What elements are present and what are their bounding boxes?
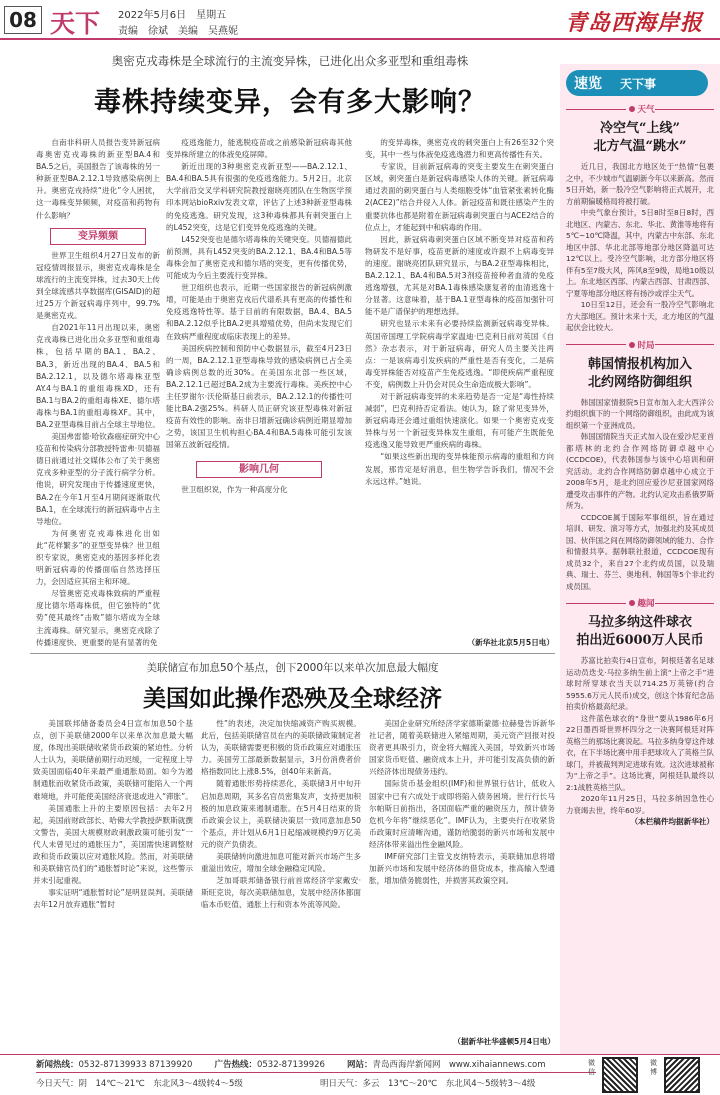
sidebar-headline: 冷空气“上线” 北方气温“跳水” [593, 121, 687, 154]
footer-contact-label: 新闻热线： [36, 1060, 79, 1070]
article-divider [30, 653, 555, 654]
category-rule [566, 603, 626, 604]
article1-col3-body [365, 137, 554, 488]
paragraph: 性”的表述，决定加快缩减资产购买规模。此后，包括美联储官员在内的美联储政策制定者认为，美联储需要更积极的货币政策应对通胀压力。美国劳工部最新数据显示，3月份消费者价格指数同比上涨8.5%，创40年来新高。 [201, 719, 361, 777]
footer-contact-value: 0532-87139933 87139920 [78, 1060, 193, 1070]
paragraph: 自南非科研人员报告变异新冠病毒奥密克戎毒株的新亚型BA.4和BA.5之后，美国报告了该毒株的另一种新亚型BA.2.12.1导致感染病例上升。奥密克戎持续“进化”令人困扰，这一毒株变异频频，对疫苗和药物有什么影响？ [36, 138, 160, 220]
category-rule [655, 344, 715, 345]
paragraph: 世卫组织也表示，近期一些国家报告的新冠病例激增，可能是由于奥密克戎后代谱系具有更高的传播性和免疫逃逸特性等。基于目前的有限数据，BA.4、BA.5和BA.2.12似乎比BA.2更具增殖优势，但尚未发现它们在致病严重程度或临床表现上的差异。 [166, 283, 352, 341]
paragraph: 国际货币基金组织(IMF)和世界银行估计，低收入国家中已有六成处于或即将陷入债务困境。世行行长马尔帕斯日前指出，各国面临严重的融资压力，预计债务危机今年将“继续恶化”。IMF认为，主要央行在收紧货币政策时应清晰沟通，谨防给脆弱的新兴市场和发展中经济体带来溢出性金融风险。 [369, 779, 555, 849]
sidebar-source: （本栏稿件均据新华社） [630, 817, 714, 826]
sidebar-title-main: 速览 [574, 76, 602, 92]
editor-credits: 责编 徐斌 美编 吴燕妮 [118, 26, 238, 37]
sidebar-paragraph: 苏富比拍卖行4日宣布，阿根廷著名足球运动员迭戈·马拉多纳生前上演“上帝之手”进球时所穿球衣当天以714.25万英镑(约合5955.6万元人民币)成交，创这个体育纪念品拍卖价格最高纪录。 [566, 656, 714, 711]
page-number: 08 [4, 6, 42, 34]
category-rule [655, 603, 715, 604]
page-header [0, 0, 720, 40]
sidebar-headline: 马拉多纳这件球衣 拍出近6000万人民币 [576, 615, 704, 648]
paragraph: 随着通胀形势持续恶化，美联储3月中旬开启加息周期，其多名官员密集发声，支持更加积极的加息政策来遏制通胀。在5月4日结束的货币政策会议上，美联储决策层一致同意加息50个基点，并计划从6月1日起缩减规模约9万亿美元的资产负债表。 [201, 779, 361, 849]
paragraph: 世卫组织说，作为一种高度分化 [181, 485, 288, 495]
sidebar-paragraph: 韩国国情院当天正式加入设在爱沙尼亚首都塔林的北约合作网络防御卓越中心(CCDCOE)，代表韩国参与该中心培训和研究活动。北约合作网络防御卓越中心成立于2008年5月，是北约回应爱沙尼亚国家网络遭受攻击事件的产物。北约认定攻击系俄罗斯所为。 [566, 432, 714, 510]
article1-col2 [166, 137, 352, 649]
bullet-icon [629, 342, 635, 348]
footer-contact [36, 1058, 192, 1070]
footer-contact-label: 广告热线： [214, 1060, 257, 1070]
footer-contact-label: 网站： [346, 1060, 373, 1070]
article2-source: （据新华社华盛顿5月4日电） [453, 1037, 555, 1046]
paragraph: 尽管奥密克戎毒株致病的严重程度比德尔塔毒株低，但它独特的“优势”使其最终“击败”德尔塔成为全球主流毒株。研究显示，奥密克戎除了传播速度快、更重要的是有显著的免 [36, 589, 160, 647]
category-label: 时局 [637, 340, 655, 351]
paragraph: 美国企业研究所经济学家德斯蒙德·拉赫曼告诉新华社记者，随着美联储进入紧缩周期，美元资产回报对投资者更具吸引力，资金将大幅流入美国，导致新兴市场国家货币贬值、融资成本上升，并可能引发高负债的新兴经济体出现债务违约。 [369, 719, 555, 777]
sidebar-news-item [566, 102, 714, 334]
article2-col1 [33, 718, 193, 1048]
footer-contact [214, 1058, 324, 1070]
article2-headline: 美国如此操作恐殃及全球经济 [143, 685, 442, 712]
today-weather: 今日天气：阴 14℃～21℃ 东北风3～4级转4～5级 [36, 1079, 243, 1089]
article1-kicker: 奥密克戎毒株是全球流行的主流变异株，已进化出众多亚型和重组毒株 [111, 54, 469, 68]
article1-col2-body [166, 137, 352, 451]
article2-kicker: 美联储宣布加息50个基点，创下2000年以来单次加息最大幅度 [146, 662, 439, 674]
paragraph: 美联储转向激进加息可能对新兴市场产生多重溢出效应，增加全球金融稳定风险。 [201, 852, 361, 874]
footer-contact-value: 青岛西海岸新闻网 www.xihaiannews.com [372, 1060, 546, 1070]
sidebar-paragraph: 韩国国家情报院5日宣布加入北大西洋公约组织旗下的一个网络防御组织，由此成为该组织第一个亚洲成员。 [566, 397, 714, 430]
weibo-label: 微博 [650, 1059, 657, 1076]
paragraph: 因此，新冠病毒刺突蛋白区域不断变异对疫苗和药物研发不是好事，疫苗更新的速度或许跟不上病毒变异的速度。谢晓亮团队研究显示，与BA.2亚型毒株相比，BA.2.12.1、BA.4和BA.5对3剂疫苗接种者血清的免疫逃逸增强，尤其是对BA.1毒株感染康复者的血清逃逸十分显著。这意味着，基于BA.1亚型毒株的疫苗加强针可能不是广谱保护的理想选择。 [365, 234, 554, 317]
paragraph: 世界卫生组织4月27日发布的新冠疫情周报显示，奥密克戎毒株是全球流行的主流变异株，过去30天上传到全球流感共享数据库(GISAID)的超过25万个新冠病毒序列中，99.7%是奥密克戎。 [36, 250, 160, 321]
sidebar-paragraph: 2020年11月25日，马拉多纳因急性心力衰竭去世，终年60岁。 [566, 794, 714, 815]
paragraph: 新近出现的3种奥密克戎新亚型——BA.2.12.1、BA.4和BA.5具有很强的免疫逃逸能力。5月2日，北京大学前沿交叉学科研究院教授谢晓亮团队在生物医学预印本网站bioRxiv发表文章，评估了上述3种新亚型毒株的免疫逃逸。研究发现，这3种毒株都具有刺突蛋白上的L452突变，这是它们变异免疫逃逸的关键。 [166, 162, 352, 232]
sidebar-news-item [566, 338, 714, 593]
category-rule [655, 109, 715, 110]
sidebar-paragraph: 近几日，我国北方地区处于“热情”包裹之中，不少城市气温刷新今年以来新高。然而5日开始，新一股冷空气影响将正式展开，北方前期偏暖格局将被打破。 [566, 162, 714, 206]
article1-col2-tail [166, 484, 352, 496]
sidebar-paragraph: CCDCOE属于国际军事组织，旨在通过培训、研发、演习等方式，加强北约及其成员国、伙伴国之间在网络防御领域的能力、合作和情报共享。据韩联社报道，CCDCOE现有成员32个，来自27个北约成员国，以及瑞典、瑞士、芬兰、奥地利、韩国等5个非北约成员国。 [566, 512, 714, 591]
sidebar-category [566, 338, 714, 352]
category-label: 趣闻 [637, 599, 655, 609]
paragraph: 事实证明“通胀暂时论”是明显误判。美联储去年12月放弃通胀“暂时 [33, 888, 193, 910]
category-rule [566, 109, 626, 110]
article2-col2 [201, 718, 361, 1048]
category-rule [566, 344, 626, 345]
article1-col3 [365, 137, 554, 637]
paragraph: 芝加哥联邦储备银行前首席经济学家戴安·斯旺克说，每次美联储加息，发展中经济体都面临本币贬值、通胀上行和资本外流等风险。 [201, 876, 361, 910]
sidebar-paragraph: 中央气象台预计，5日8时至8日8时，西北地区、内蒙古、东北、华北、黄淮等地将有5℃~10℃降温，其中，内蒙古中东部、东北地区中部、华北北部等地部分地区降温可达12℃以上。受冷空气影响，北方部分地区将伴有5至7级大风，阵风8至9级，局地10级以上。东北地区西部、内蒙古西部、甘肃西部、宁夏等地部分地区将有扬沙或浮尘天气。 [566, 208, 714, 298]
paragraph: 自2021年11月出现以来，奥密克戎毒株已进化出众多亚型和重组毒株，包括早期的BA.1、BA.2、BA.3，新近出现的BA.4、BA.5和BA.2.12.1，以及德尔塔毒株亚型AY.4与BA.1的重组毒株XD，还有BA.1与BA.2的重组毒株XE、德尔塔毒株与BA.1的重组毒株XF。其中，BA.2亚型毒株目前占全球主导地位。 [36, 323, 160, 429]
section-head-variation: 变异频频 [50, 228, 146, 245]
article1-col1-body [36, 250, 160, 649]
wechat-qr-code [602, 1057, 638, 1093]
paragraph: 美国疾病控制和预防中心数据显示，截至4月23日的一周，BA.2.12.1亚型毒株导致的感染病例已占全美确诊病例总数的近30%。在美国东北部一些区域，BA.2.12.1已超过BA.2成为主要流行毒株。美疾控中心主任罗谢尔·沃伦斯基日前表示，BA.2.12.1的传播性可能比BA.2强25%。科研人员正研究该亚型毒株对新冠疫苗有效性的影响。南非日增新冠确诊病例近期显增加之势，该国卫生机构担心BA.4和BA.5毒株可能引发该国第五波新冠疫情。 [166, 343, 352, 450]
footer-rule [36, 1072, 596, 1073]
sidebar-paragraph: 这件蓝色球衣的“身世”要从1986年6月22日墨西哥世界杯四分之一决赛阿根廷对阵英格兰的那场比赛说起。马拉多纳身穿这件球衣，在下半场比赛中用手把球攻入了英格兰队球门，并被裁判判定进球有效。这次进球被称为“上帝之手”。这场比赛，阿根廷队最终以2:1战胜英格兰队。 [566, 713, 714, 792]
paragraph: 为何奥密克戎毒株进化出如此“花样繁多”的亚型变异株？世卫组织专家说，奥密克戎的基因多样化表明新冠病毒的传播面临自然选择压力，会因适应其宿主和环境。 [36, 528, 160, 587]
category-label: 天气 [637, 105, 655, 115]
article1-col1 [36, 137, 160, 649]
sidebar-news-item [566, 596, 714, 827]
sidebar-headline: 韩国情报机构加入 北约网络防御组织 [587, 356, 692, 390]
paragraph: “如果这些新出现的变异株能预示病毒的重组和方向发展，那肯定是好消息，但生物学告诉我们，情况不会永远这样。”她说。 [365, 452, 554, 486]
paragraph: 的变异毒株，奥密克戎的刺突蛋白上有26至32个突变，其中一些与体液免疫逃逸潜力和更高传播性有关。 [365, 138, 554, 160]
section-name: 天下 [50, 9, 101, 38]
footer-contacts [36, 1058, 596, 1070]
sidebar-category [566, 596, 714, 610]
section-head-impact: 影响几何 [196, 461, 322, 478]
bullet-icon [629, 600, 635, 606]
paragraph: L452突变也是德尔塔毒株的关键突变。贝德福德此前预测，具有L452突变的BA.2.12.1、BA.4和BA.5等毒株会加了奥密克戎和德尔塔的突变，更有传播优势，可能成为今后主要流行变异株。 [166, 234, 352, 281]
weibo-qr-code [664, 1057, 700, 1093]
issue-date: 2022年5月6日 星期五 [118, 10, 227, 21]
wechat-label: 微信 [588, 1059, 595, 1076]
sidebar-title-sub: 天下事 [620, 77, 657, 91]
footer-contact [347, 1058, 546, 1070]
paragraph: 研究也显示未来有必要持续监测新冠病毒变异株。英国帝国理工学院病毒学家温迪·巴克利日前对英国《自然》杂志表示，对于新冠病毒，研究人员主要关注两点：一是该病毒引发疾病的严重性是否有变化，二是病毒变异株能否对疫苗产生免疫逃逸。“即使疾病严重程度不变，病例数上升仍会对民众生命造成极大影响”。 [365, 319, 554, 389]
article1-headline: 毒株持续变异，会有多大影响？ [94, 87, 486, 118]
paragraph: 美国联邦储备委员会4日宣布加息50个基点，创下美联储2000年以来单次加息最大幅度，体现出美联储收紧货币政策的紧迫性。分析人士认为，美联储前期行动迟缓，一定程度上导致美国面临40年来最严重通胀局面。如今为遏制通胀而收紧货币政策，美联储可能陷入一个两难境地，并可能使美国经济衰退或进入“滞胀”。 [33, 719, 193, 801]
article1-col1-lead [36, 137, 160, 222]
paragraph: 疫逃逸能力，能逃脱疫苗或之前感染新冠病毒其他变异株所建立的体液免疫屏障。 [166, 138, 352, 160]
masthead-logo: 青岛西海岸报 [565, 10, 704, 36]
paragraph: 美国弗雷德·哈钦森癌症研究中心疫苗和传染病分部教授特雷弗·贝德福德日前通过社交媒体公布了关于奥密克戎多种亚型的分子流行病学分析。他说，研究发现由于传播速度更快，BA.2在今年1月至4月期间逐渐取代BA.1，在全球流行的新冠病毒中占主导地位。 [36, 432, 160, 526]
sidebar-paragraph: 10日至12日，还会有一股冷空气影响北方大部地区。预计未来十天，北方地区的气温起伏会比较大。 [566, 300, 714, 332]
footer [0, 1054, 720, 1095]
sidebar-items [566, 102, 714, 831]
paragraph: IMF研究部门主管戈皮纳特表示，美联储加息将增加新兴市场和发展中经济体的借贷成本，推高输入型通胀，增加债务脆弱性，并损害其政策空间。 [369, 852, 555, 886]
tomorrow-weather: 明日天气：多云 13℃～20℃ 东北风4～5级转3～4级 [320, 1079, 536, 1089]
sidebar-category [566, 102, 714, 116]
sidebar [560, 64, 720, 1054]
article1-source: （新华社北京5月5日电） [467, 638, 554, 647]
footer-contact-value: 0532-87139926 [256, 1060, 325, 1070]
bullet-icon [629, 106, 635, 112]
article2-col3 [369, 718, 555, 1036]
paragraph: 专家说，目前新冠病毒的突变主要发生在刺突蛋白区域，刺突蛋白是新冠病毒感染人体的关键。新冠病毒通过表面的刺突蛋白与人类细胞受体“血管紧张素转化酶2(ACE2)”结合并侵入人体。新冠疫苗和既往感染产生的重要抗体也都是附着在新冠病毒刺突蛋白与ACE2结合的位点上，才能起到中和病毒的作用。 [365, 162, 554, 232]
paragraph: 对于新冠病毒变异的未来趋势是否一定是“毒性持续减弱”，巴克利持否定看法。她认为，除了常见变异外，新冠病毒还会通过重组快速演化。如果一个奥密克戎变异株与另一个新冠变异株发生重组，有可能产生既能免疫逃逸又能导致更严重疾病的毒株。 [365, 391, 554, 450]
paragraph: 美国通胀上升的主要原因包括：去年2月起，美国前财政部长、哈佛大学教授萨默斯就撰文警告，美国大规模财政刺激政策可能引发“一代人未曾见过的通胀压力”，美国需快速调整财政和货币政策以应对通胀风险。然而，对美联储和美联储官员们的“通胀暂时论”来说，这些警示并未引起重视。 [33, 803, 193, 886]
